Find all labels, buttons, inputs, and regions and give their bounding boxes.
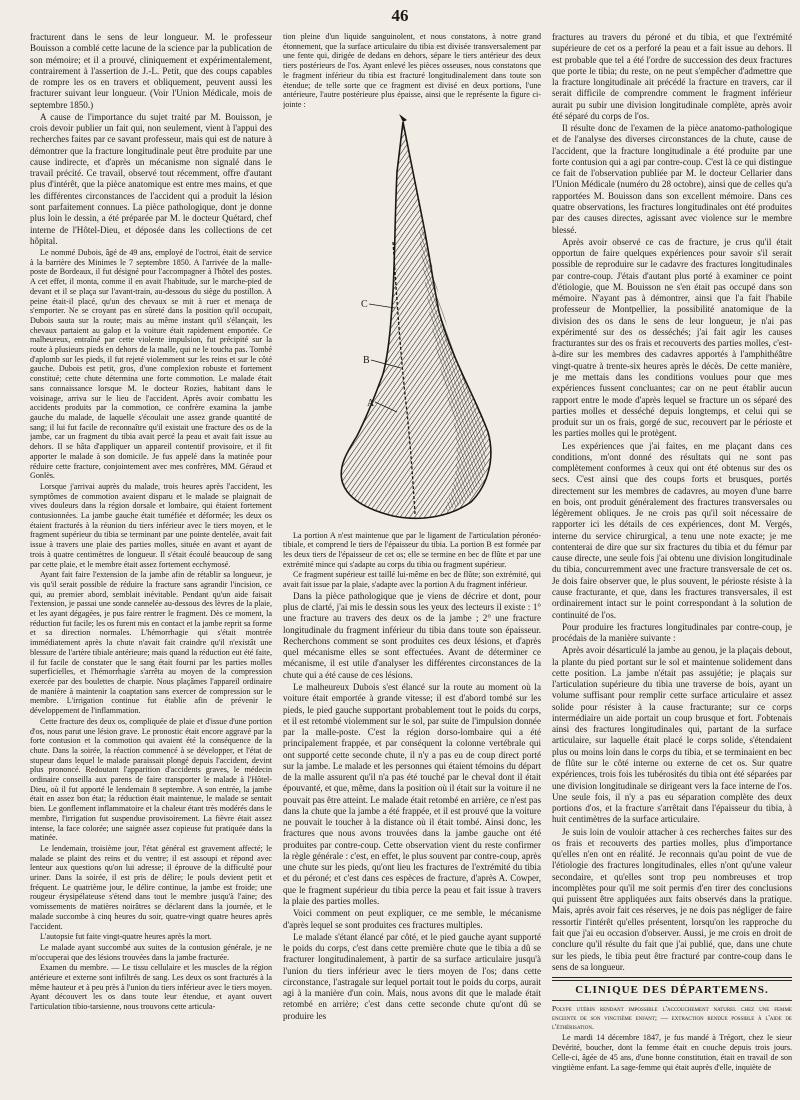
case-report <box>30 248 272 1012</box>
middle-paragraph: Dans la pièce pathologique que je viens de décrire et dont, pour plus de clarté, j'ai mis le dessin sous les yeux des lecteurs il existe : 1° une fracture au travers des deux os de la jambe ; 2° une fracture longitudinale du fragment inférieur du tibia dans toute son épaisseur. Recherchons comment se sont produites ces deux lésions, et d'après quel mécanisme elles se sont effectuées. Avant de déterminer ce mécanisme, il est utile d'analyser les différentes circonstances de la chute qui a été cause de ces lésions. <box>283 590 541 680</box>
tibia-fracture-figure <box>283 112 541 527</box>
case-paragraph: Le nommé Dubois, âgé de 49 ans, employé de l'octroi, était de service à la barrière des Minimes le 7 septembre 1850. A l'arrivée de la malle-poste de Bordeaux, il fut désigné pour l'accompagner à l'hôtel des postes. A cet effet, il monta, comme il en avait l'habitude, sur le marche-pied de devant et il se plaça sur l'avant-train, au-dessous du siège du postillon. A peine était-il placé, qu'un des chevaux se mit à ruer et menaça de s'emporter. Ne se croyant pas en sûreté dans la position qu'il occupait, Dubois sauta sur la route; mais au même instant qu'il s'élançait, les chevaux partaient au galop et la voiture était rapidement emportée. Ce malheureux, entraîné par cette violente impulsion, fut précipité sur la route à plusieurs pieds en dehors de la malle, qui ne le toucha pas. Tombé d'aplomb sur les pieds, il fut rejeté violemment sur les reins et sur le côté gauche. Dubois est petit, gros, d'une complexion robuste et fortement constitué; cette chute détermina une forte commotion. Le malade était sans connaissance lorsque M. le docteur Rozies, habitant dans le voisinage, arriva sur le lieu de l'accident. Après avoir combattu les accidents produits par la commotion, ce confrère examina la jambe gauche du malade, de laquelle s'écoulait une assez grande quantité de sang; il lui fut facile de reconnaître qu'il existait une fracture des os de la jambe, car un fragment du tibia avait percé la peau et avait fait issue au dehors. Il se hâta d'appliquer un appareil contentif provisoire, et il fit apporter le malade à son domicile. Je fus appelé dans la matinée pour réduire cette fracture, conjointement avec mes confrères, MM. Géraud et Gonlès. <box>30 248 272 481</box>
right-paragraph: Les expériences que j'ai faites, en me plaçant dans ces conditions, m'ont donné des résultats qui ne sont pas complètement conformes à ceux qui ont été obtenus sur des os secs. C'est ainsi que des coups forts et brusques, portés directement sur les membres de cadavres, au moyen d'une barre en bois, ont produit généralement des fractures transversales ou légèrement obliques. Je ne crois pas qu'il soit nécessaire de rapporter ici les détails de ces expériences, dont M. Vergés, interne du service chirurgical, a tenu une note exacte; je me contenterai de dire que sur six fractures du tibia et du fémur par cause directe, une seule fois j'ai obtenu une division longitudinale du tibia, concurremment avec une fracture transversale de cet os. Je dois faire observer que, le plus souvent, le périoste résiste à la cause fracturante, et que, dans les fractures transversales, il est ordinairement intact sur le point correspondant à la solution de continuité de l'os. <box>552 440 792 620</box>
right-paragraph: Après avoir désarticulé la jambe au genou, je la plaçais debout, la plante du pied portant sur le sol et maintenue solidement dans cette position. La jambe n'était pas assujétie; je plaçais sur l'articulation supérieure du tibia une traverse de bois, ayant un volume suffisant pour remplir cette surface articulaire et assez solide pour résister à la cause fracturante; sur ce corps intermédiaire un aide portait un coup brusque et fort. J'obtenais ainsi des fractures longitudinales qui, partant de la surface articulaire, sur laquelle était placé le corps solide, s'étendaient plus ou moins loin dans le corps du tibia, et se terminaient en bec de flûte sur le côté interne ou externe de cet os. Sur quatre expériences, trois fois les tubérosités du tibia ont été séparées par une division longitudinale se dirigeant vers la face interne de l'os. Une seule fois, il n'y a pas eu séparation complète des deux portions d'os, et la fracture s'arrêtait dans l'épaisseur du tibia, à huit centimètres de la surface articulaire. <box>552 645 792 825</box>
figure-label-c: C <box>361 298 368 310</box>
section-divider-thin <box>552 1000 792 1001</box>
case-paragraph: Examen du membre. — Le tissu cellulaire et les muscles de la région antérieure et externe sont infiltrés de sang. Les deux os sont fracturés à la même hauteur et à peu près à l'union du tiers inférieur avec le tiers moyen. Ayant découvert les os dans toute leur étendue, et ayant ouvert l'articulation tibio-tarsienne, nous trouvons cette articula- <box>30 963 272 1012</box>
section-divider <box>552 977 792 981</box>
tibia-bone-engraving <box>283 112 541 527</box>
article-paragraph: Le mardi 14 décembre 1847, je fus mandé à Trégort, chez le sieur Devérité, boucher, dont la femme était en couche depuis trois jours. Celle-ci, âgée de 45 ans, d'une bonne constitution, était en travail de son vingtième enfant. La sage-femme qui était auprès d'elle, inquiète de <box>552 1033 792 1072</box>
label-line-c <box>369 304 395 308</box>
case-paragraph: Le malade ayant succombé aux suites de la contusion générale, je ne m'occuperai que des lésions trouvées dans la jambe fracturée. <box>30 942 272 962</box>
right-paragraph: fractures au travers du péroné et du tibia, et que l'extrémité supérieure de cet os a perforé la peau et a fait issue au dehors. Il est probable que tel a été l'ordre de succession des deux fractures que porte le tibia; du reste, on ne peut s'empêcher d'admettre que la fracture longitudinale ait précédé la fracture en travers, car il serait difficile de comprendre comment le fragment inférieur aurait pu subir une division longitudinale complète, après avoir été séparé du corps de l'os. <box>552 32 792 121</box>
right-paragraph: Après avoir observé ce cas de fracture, je crus qu'il était opportun de faire quelques expériences pour savoir s'il serait possible de reproduire sur le cadavre des fractures longitudinales par contre-coup. J'étais d'autant plus porté à examiner ce point d'étiologie, que M. Bouisson ne s'en était pas occupé dans son mémoire. N'ayant pas à démontrer, ainsi que l'a fait l'habile professeur de Montpellier, la possibilité anatomique de la division des os dans le sens de leur longueur, je n'ai pas expérimenté sur des os desséchés; j'ai fait agir les causes fracturantes sur des os frais et recouverts des parties molles, c'est-à-dire sur les membres des cadavres apportés à l'amphithéâtre vingt-quatre à trente-six heures après le décès. De cette manière, je me mettais dans les conditions voulues pour que mes expériences fussent concluantes; car on ne peut établir aucun rapport entre le mode d'après lequel se fracture un os séparé des parties molles et desséché depuis longtemps, et celui qui se produit sur un os frais, gorgé de suc, recouvert par le périoste et les parties molles qui le protègent. <box>552 236 792 439</box>
case-paragraph: Lorsque j'arrivai auprès du malade, trois heures après l'accident, les symptômes de commotion avaient disparu et le malade se plaignait de vives douleurs dans la région dorsale et lombaire, qui étaient fortement contusionnées. La jambe gauche était tuméfiée et déformée; les deux os étaient fracturés à la réunion du tiers inférieur avec le tiers moyen, et le fragment supérieur du tibia se terminant par une pointe dentelée, avait fait issue à travers une plaie des parties molles, située en avant et ayant de trois à quatre centimètres de longueur. Il s'était écoulé beaucoup de sang par cette plaie, et le membre était assez fortement ecchymosé. <box>30 481 272 569</box>
left-paragraph: fracturent dans le sens de leur longueur. M. le professeur Bouisson a comblé cette lacune de la science par la publication de son mémoire; et il a prouvé, cliniquement et expérimentalement, contrairement à l'assertion de J.-L. Petit, que des coups capables de rompre les os en travers et obliquement, peuvent aussi les fracturer suivant leur longueur. (Voir l'Union Médicale, mois de septembre 1850.) <box>30 32 272 110</box>
middle-top-paragraph: tion pleine d'un liquide sanguinolent, et nous constatons, à notre grand étonnement, que la surface articulaire du tibia est divisée transversalement par une fente qui, dirigée de dedans en dehors, sépare le tiers antérieur des deux tiers postérieurs de l'os. Ayant enlevé les pièces osseuses, nous constatons que le fragment inférieur du tibia est fracturé longitudinalement dans toute son étendue; de telle sorte que ce fragment est divisé en deux portions, l'une antérieure, l'autre postérieure plus épaisse, ainsi que le représente la figure ci-jointe : <box>283 32 541 109</box>
middle-column <box>283 32 541 1092</box>
article-headline: Polype utérin rendant impossible l'accouchement naturel chez une femme enceinte de son vingtième enfant; — extraction rendue possible à l'aide de l'éthérisation. <box>552 1003 792 1032</box>
figure-label-b: B <box>363 354 370 366</box>
middle-paragraph: Le malade s'étant élancé par côté, et le pied gauche ayant supporté le poids du corps, c'est dans cette première chute que le tibia a dû se fracturer longitudinalement, à partir de sa surface articulaire jusqu'à l'union du tiers inférieur avec le tiers moyen de l'os; dans cette circonstance, l'astragale sur lequel portait tout le poids du corps, aurait agi à la manière d'un coin. Mais, nous avons dit que le malade était retombé en arrière; c'est dans cette seconde chute qu'ont dû se produire les <box>283 931 541 1021</box>
right-paragraph: Pour produire les fractures longitudinales par contre-coup, je procédais de la manière suivante : <box>552 621 792 644</box>
figure-caption: Ce fragment supérieur est taillé lui-même en bec de flûte; son extrémité, qui avait fait issue par la plaie, s'adapte avec la portion A du fragment inférieur. <box>283 570 541 590</box>
bone-tip <box>399 114 407 122</box>
right-paragraph: Je suis loin de vouloir attacher à ces recherches faites sur des os frais et recouverts des parties molles, plus d'importance qu'elles n'en ont en réalité. Je reconnais qu'au point de vue de l'étiologie des fractures longitudinales, elles n'ont qu'une valeur secondaire, et qu'elles sont trop peu nombreuses et trop incomplètes pour qu'il me soit permis d'en tirer des conclusions qui puissent être appliquées aux faits observés dans la pratique. Mais, après avoir fait ces réserves, je ne dois pas négliger de faire ressortir l'intérêt qu'elles présentent, lorsqu'on les rapproche du fait que j'ai eu occasion d'observer. Aussi, je me crois en droit de conclure qu'il résulte du fait que j'ai publié, que, dans une chute sur les pieds, le tibia peut être fracturé par contre-coup dans le sens de sa longueur. <box>552 826 792 972</box>
middle-paragraph: Le malheureux Dubois s'est élancé sur la route au moment où la voiture était emportée à grande vitesse; il est d'abord tombé sur les pieds, le pied gauche supportant probablement tout le poids du corps, et il est retombé violemment sur le sol, par suite de l'impulsion donnée par la malle-poste. C'est la région dorso-lombaire qui a été principalement frappée, et par conséquent la colonne vertébrale qui ont supporté cette seconde chute, il n'y a pas eu de coup direct porté sur la jambe. Le malade et les personnes qui étaient témoins du départ de la malle assurent qu'il n'a pas été touché par le cheval dont il était épouvanté, et que, même, dans la position où il était sur la voiture il ne pouvait pas être atteint. Le malade était retombé en arrière, ce n'est pas dans la chute que la jambe a été frappée, et il est prouvé que la voiture ne pouvait le toucher à la distance où il était tombé. Ainsi donc, les fractures que nous avons trouvées dans la jambe gauche ont été produites par contre-coup. Cette observation vient du reste confirmer la règle générale : c'est, en effet, le plus souvent par contre-coup, après une chute sur les pieds, qu'ont lieu les fractures de l'extrémité du tibia et du péroné; et c'est dans ces espèces de fracture, d'après A. Cowper, que le fragment supérieur du tibia perce la peau et fait issue à travers la plaie des parties molles. <box>283 681 541 907</box>
right-column <box>552 32 792 1092</box>
section-title: CLINIQUE DES DÉPARTEMENS. <box>575 984 769 997</box>
case-paragraph: Cette fracture des deux os, compliquée de plaie et d'issue d'une portion d'os, nous parut une lésion grave. Le pronostic était encore aggravé par la forte contusion et la commotion qui avaient été la conséquence de la chute. Dans la soirée, la réaction commencé à se développer, et l'état de stupeur dans lequel le malade paraissait plongé depuis l'accident, devint plus prononcé. Redoutant l'apparition d'accidents graves, le médecin ordinaire conseilla aux parens de faire transporter le malade à l'Hôtel-Dieu, où il fut apporté le lendemain 8 septembre. A son entrée, la jambe était en assez bon état; la réduction était maintenue, le malade se sentait bien. Le gonflement inflammatoire et la chaleur étant très modérés dans le membre, l'irrigation fut suspendue provisoirement. La fièvre était assez intense, la face colorée; une saignée assez copieuse fut pratiquée dans la matinée. <box>30 716 272 843</box>
case-paragraph: Le lendemain, troisième jour, l'état général est gravement affecté; le malade se plaint des reins et du ventre; il est assoupi et répond avec lenteur aux questions qu'on lui adresse; il éprouve de la difficulté pour uriner. Dans la soirée, il est pris de délire; le pouls devient petit et fréquent. Le quatrième jour, le délire continue, la jambe est froide; une rougeur érysipélateuse s'étend dans tout le membre jusqu'à l'aine; des vomissements de matières noirâtres se déclarent dans la journée, et le malade succombe à cinq heures du soir, quatre-vingt quatre heures après l'accident. <box>30 843 272 931</box>
left-paragraph: A cause de l'importance du sujet traité par M. Bouisson, je crois devoir publier un fait qui, non seulement, vient à l'appui des recherches faites par ce savant professeur, mais qui est de nature à démontrer que la fracture longitudinale peut être produite par une cause indirecte, et d'après un mécanisme non signalé dans le travail précité. Ce travail, observé tout récemment, offre d'autant plus d'intérêt, que la pièce anatomique est entre mes mains, et que les différentes circonstances de l'accident qui a produit la lésion sont parfaitement connues. La pièce pathologique, dont je donne plus loin le dessin, a été préparée par M. le docteur Quétard, chef interne de l'Hôtel-Dieu, et déposée dans les collections de cet hôpital. <box>30 111 272 246</box>
left-column <box>30 32 272 1092</box>
case-paragraph: Ayant fait faire l'extension de la jambe afin de rétablir sa longueur, je vis qu'il serait possible de réduire la fracture sans agrandir l'incision, ce qui, au premier abord, semblait inévitable. Pendant qu'un aide faisait l'extension, je passai une sonde cannelée au-dessous des lèvres de la plaie, et les ayant dégagées, je pus faire rentrer le fragment. Dès ce moment, la réduction fut facile; les os furent mis en contact et la jambe reprit sa forme et sa direction normales. L'hémorrhagie qui s'était montrée immédiatement après la chute n'avait fait craindre qu'il n'existât une blessure de l'artère tibiale antérieure; mais quand la réduction eut été faite, il fut facile de constater que le sang était fourni par les parties molles superficielles, et l'hémorrhagie s'arrêta au moyen de la compression exercée par des boulettes de charpie. Nous plaçâmes l'appareil ordinaire de manière à maintenir la coaptation sans exercer de compression sur le membre. L'irrigation continue fut établie afin de prévenir le développement de l'inflammation. <box>30 570 272 716</box>
figure-caption: La portion A n'est maintenue que par le ligament de l'articulation péronéo-tibiale, et comprend le tiers de l'épaisseur du tibia. La portion B est formée par les deux tiers de l'épaisseur de cet os; elle se termine en bec de flûte et par une extrémité mince qui s'adapte au corps du tibia ou fragment supérieur. <box>283 530 541 569</box>
page-number: 46 <box>391 6 409 25</box>
right-paragraph: Il résulte donc de l'examen de la pièce anatomo-pathologique et de l'analyse des diverses circonstances de la chute, cause de l'accident, que la fracture longitudinale a été produite par une forte contusion qui a agi par contre-coup. C'est là ce qui distingue ce fait de l'observation publiée par M. le docteur Cellarier dans l'Union Médicale (numéro du 28 octobre), ainsi que de celles qu'a rapportées M. Bouisson dans son excellent mémoire. Dans ces quatre observations, les fractures longitudinales ont été produites par des causes directes, agissant avec violence sur le membre blessé. <box>552 123 792 235</box>
figure-label-a: A <box>367 397 375 409</box>
case-paragraph: L'autopsie fut faite vingt-quatre heures après la mort. <box>40 932 212 942</box>
middle-paragraph: Voici comment on peut expliquer, ce me semble, le mécanisme d'après lequel se sont produites ces fractures multiples. <box>283 908 541 930</box>
